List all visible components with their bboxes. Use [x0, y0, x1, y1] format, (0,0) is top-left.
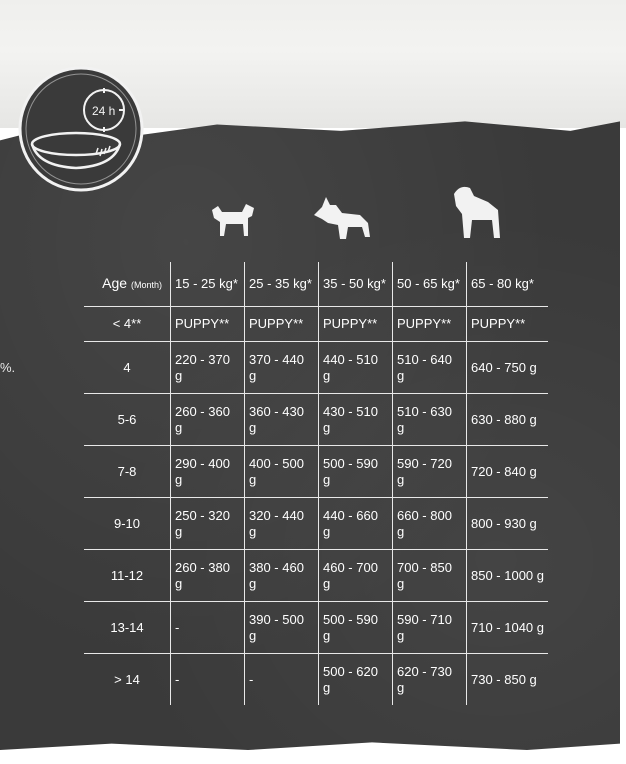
amount-cell: 640 - 750 g	[467, 342, 549, 394]
amount-cell: 510 - 630 g	[393, 394, 467, 446]
amount-cell: 630 - 880 g	[467, 394, 549, 446]
clock-label: 24 h	[92, 104, 116, 118]
amount-cell: 590 - 710 g	[393, 602, 467, 654]
amount-cell: 390 - 500 g	[245, 602, 319, 654]
amount-cell: 290 - 400 g	[171, 446, 245, 498]
table-row	[84, 342, 548, 394]
amount-cell: 460 - 700 g	[319, 550, 393, 602]
food-bowl-clock-icon	[16, 66, 146, 192]
amount-cell: 500 - 590 g	[319, 446, 393, 498]
amount-cell: 440 - 660 g	[319, 498, 393, 550]
medium-dog-icon	[312, 193, 372, 243]
age-unit: (Month)	[130, 280, 162, 290]
amount-cell: 500 - 590 g	[319, 602, 393, 654]
table-row	[84, 602, 548, 654]
amount-cell: 380 - 460 g	[245, 550, 319, 602]
amount-cell: 430 - 510 g	[319, 394, 393, 446]
amount-cell: 360 - 430 g	[245, 394, 319, 446]
amount-cell: 500 - 620 g	[319, 654, 393, 706]
age-column-header	[84, 262, 171, 307]
age-cell: 13-14	[84, 602, 171, 654]
weight-column-header: 35 - 50 kg*	[319, 262, 393, 307]
age-cell: < 4**	[84, 307, 171, 342]
age-cell: 7-8	[84, 446, 171, 498]
amount-cell: 220 - 370 g	[171, 342, 245, 394]
age-label: Age	[102, 275, 128, 291]
amount-cell: 660 - 800 g	[393, 498, 467, 550]
age-cell: 5-6	[84, 394, 171, 446]
amount-cell: -	[171, 654, 245, 706]
table-row	[84, 550, 548, 602]
table-row	[84, 498, 548, 550]
amount-cell: PUPPY**	[319, 307, 393, 342]
weight-column-header: 65 - 80 kg*	[467, 262, 549, 307]
amount-cell: 250 - 320 g	[171, 498, 245, 550]
amount-cell: -	[171, 602, 245, 654]
amount-cell: 620 - 730 g	[393, 654, 467, 706]
age-cell: 11-12	[84, 550, 171, 602]
large-dog-icon	[448, 184, 504, 242]
amount-cell: 440 - 510 g	[319, 342, 393, 394]
weight-column-header: 15 - 25 kg*	[171, 262, 245, 307]
amount-cell: 320 - 440 g	[245, 498, 319, 550]
table-row	[84, 654, 548, 706]
amount-cell: 730 - 850 g	[467, 654, 549, 706]
amount-cell: 800 - 930 g	[467, 498, 549, 550]
amount-cell: 510 - 640 g	[393, 342, 467, 394]
amount-cell: 260 - 360 g	[171, 394, 245, 446]
feeding-table	[84, 262, 548, 705]
amount-cell: 590 - 720 g	[393, 446, 467, 498]
amount-cell: PUPPY**	[467, 307, 549, 342]
amount-cell: 400 - 500 g	[245, 446, 319, 498]
weight-column-header: 50 - 65 kg*	[393, 262, 467, 307]
amount-cell: 260 - 380 g	[171, 550, 245, 602]
age-cell: 9-10	[84, 498, 171, 550]
amount-cell: 700 - 850 g	[393, 550, 467, 602]
amount-cell: PUPPY**	[393, 307, 467, 342]
amount-cell: -	[245, 654, 319, 706]
small-dog-icon	[208, 200, 258, 240]
amount-cell: 710 - 1040 g	[467, 602, 549, 654]
weight-column-header: 25 - 35 kg*	[245, 262, 319, 307]
age-cell: > 14	[84, 654, 171, 706]
table-header-row	[84, 262, 548, 307]
age-cell: 4	[84, 342, 171, 394]
amount-cell: PUPPY**	[245, 307, 319, 342]
amount-cell: 720 - 840 g	[467, 446, 549, 498]
table-row	[84, 394, 548, 446]
amount-cell: 850 - 1000 g	[467, 550, 549, 602]
table-row	[84, 307, 548, 342]
amount-cell: PUPPY**	[171, 307, 245, 342]
cut-off-text: %.	[0, 360, 16, 375]
table-row	[84, 446, 548, 498]
amount-cell: 370 - 440 g	[245, 342, 319, 394]
